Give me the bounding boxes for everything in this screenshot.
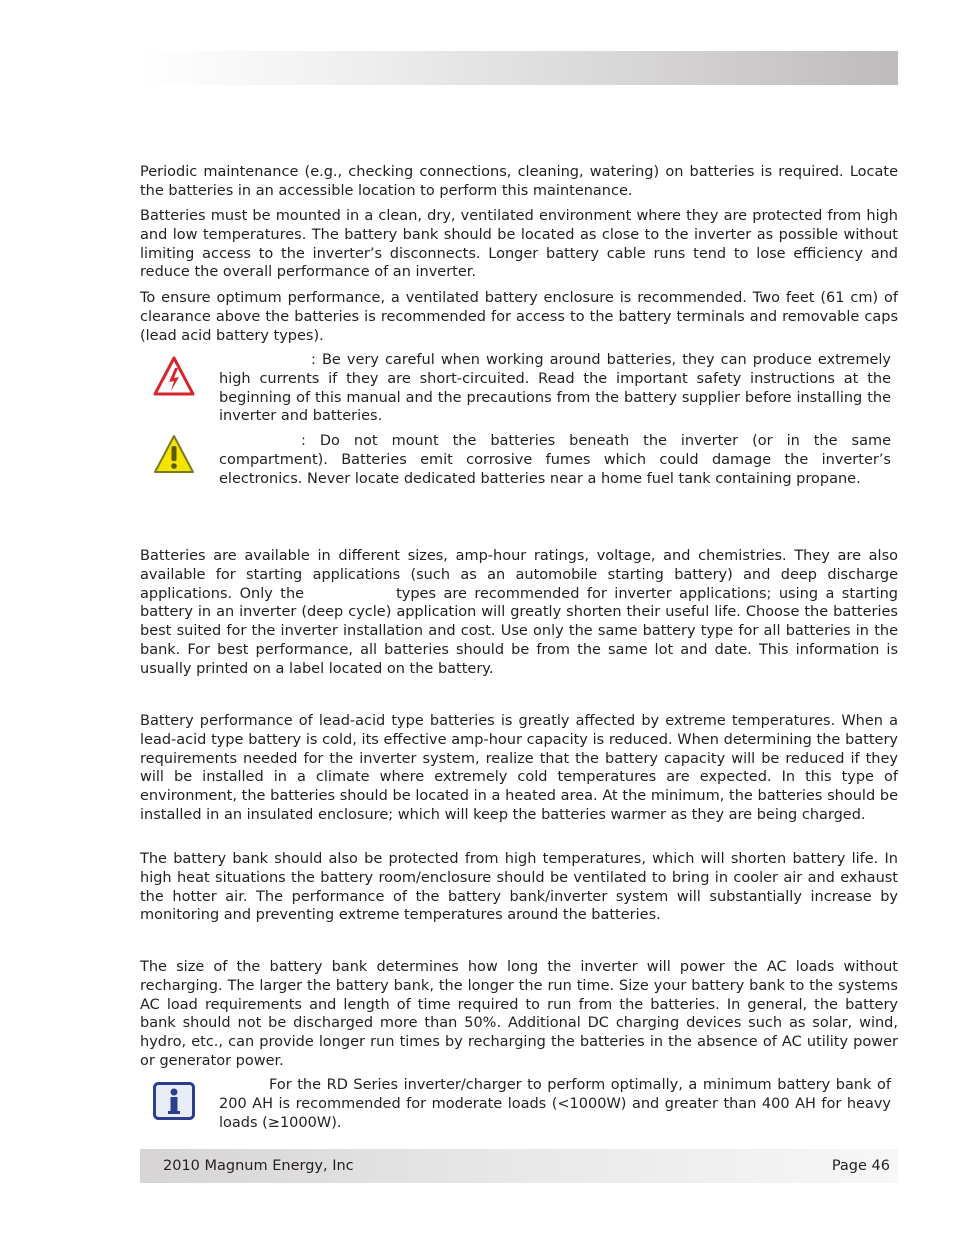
paragraph-mounting: Batteries must be mounted in a clean, dry, ventilated environment where they are protected from high and low temperatures. The battery bank should be located as close to the inverter as possible without limiting access to the inverter’s disconnects. Longer battery cable runs tend to lose efficiency and reduce the overall performance of an inverter.	[140, 208, 898, 281]
paragraph-temp-hot: The battery bank should also be protected from high temperatures, which will shorten battery life. In high heat situations the battery room/enclosure should be ventilated to bring in cooler air and exhaust the hotter air. The performance of the battery bank/inverter system will substantially increase by monitoring and preventing extreme temperatures around the batteries.	[140, 851, 898, 924]
paragraph-types-part1: Batteries are available in different sizes, amp-hour ratings, voltage, and chemistries. They are also available for starting applications (such as an automobile starting battery) and deep discharge applications. Only the	[140, 548, 898, 602]
note-shock: : Be very careful when working around batteries, they can produce extremely high currents if they are short-circuited. Read the important safety instructions at the beginning of this manual and the precautions from the battery supplier before installing the inverter and batteries.	[219, 352, 891, 425]
electric-shock-warning-icon	[152, 355, 196, 397]
caution-icon	[152, 433, 196, 475]
paragraph-temp-cold: Battery performance of lead-acid type batteries is greatly affected by extreme temperatures. When a lead-acid type battery is cold, its effective amp-hour capacity is reduced. When determining the battery requirements needed for the inverter system, realize that the battery capacity will be reduced if they will be installed in a climate where extremely cold temperatures are expected. In this type of environment, the batteries should be located in a heated area. At the minimum, the batteries should be installed in an insulated enclosure; which will keep the batteries warmer as they are being charged.	[140, 713, 898, 823]
header-bar	[140, 51, 898, 85]
paragraph-types-1	[140, 547, 898, 679]
paragraph-bank-size: The size of the battery bank determines how long the inverter will power the AC loads without recharging. The larger the battery bank, the longer the run time. Size your battery bank to the systems AC load requirements and length of time required to run from the batteries. In general, the battery bank should not be discharged more than 50%. Additional DC charging devices such as solar, wind, hydro, etc., can provide longer run times by recharging the batteries in the absence of AC utility power or generator power.	[140, 959, 898, 1069]
paragraph-maintenance: Periodic maintenance (e.g., checking connections, cleaning, watering) on batteries is required. Locate the batteries in an accessible location to perform this maintenance.	[140, 164, 898, 199]
note-info: For the RD Series inverter/charger to perform optimally, a minimum battery bank of 200 AH is recommended for moderate loads (<1000W) and greater than 400 AH for heavy loads (≥1000W).	[219, 1077, 891, 1131]
info-icon	[153, 1082, 195, 1120]
note-caution: : Do not mount the batteries beneath the inverter (or in the same compartment). Batteries emit corrosive fumes which could damage the inverter’s electronics. Never locate dedicated batteries near a home fuel tank containing propane.	[219, 433, 891, 487]
footer-page-number: Page 46	[831, 1158, 890, 1174]
paragraph-types-part2: types are recommended for inverter applications; using a starting battery in an inverter (deep cycle) application will greatly shorten their useful life. Choose the batteries best suited for the inverter installation and cost. Use only the same battery type for all batteries in the bank. For best performance, all batteries should be from the same lot and date. This information is usually printed on a label located on the battery.	[140, 585, 898, 677]
footer-copyright: 2010 Magnum Energy, Inc	[163, 1158, 354, 1174]
paragraph-enclosure: To ensure optimum performance, a ventilated battery enclosure is recommended. Two feet (61 cm) of clearance above the batteries is recommended for access to the battery terminals and removable caps (lead acid battery types).	[140, 290, 898, 344]
